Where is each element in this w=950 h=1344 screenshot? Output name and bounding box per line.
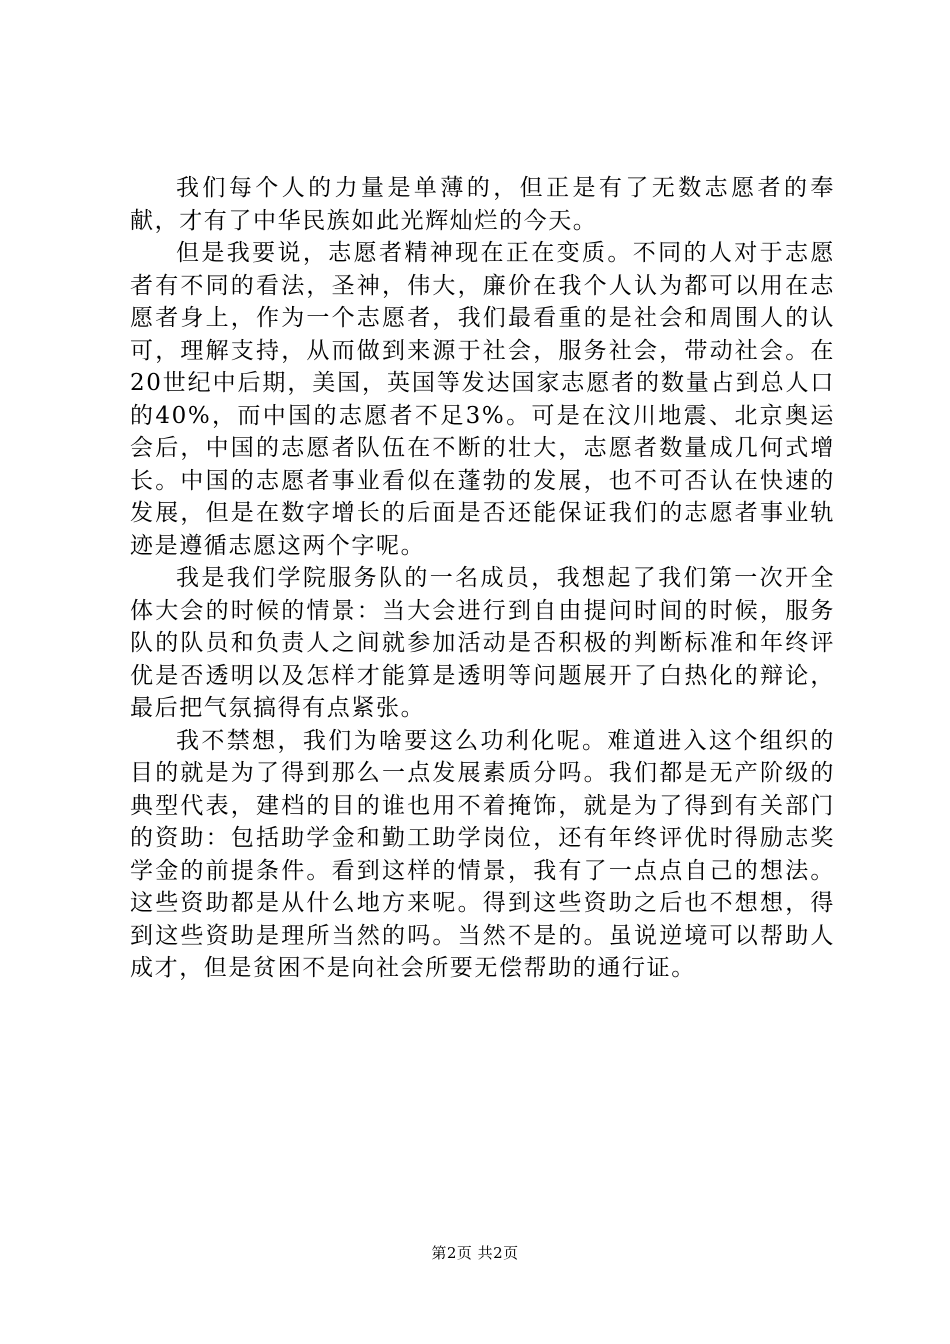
paragraph-3: 我是我们学院服务队的一名成员，我想起了我们第一次开全体大会的时候的情景：当大会进行到自由提问时间的时候，服务队的队员和负责人之间就参加活动是否积极的判断标准和年终评优是否透明以及怎样才能算是透明等问题展开了白热化的辩论，最后把气氛搞得有点紧张。 (130, 565, 835, 721)
page-footer: 第2页 共2页 (431, 1244, 519, 1262)
paragraph-1: 我们每个人的力量是单薄的，但正是有了无数志愿者的奉献，才有了中华民族如此光辉灿烂的今天。 (130, 175, 835, 234)
document-body (130, 172, 835, 985)
paragraph-2: 但是我要说，志愿者精神现在正在变质。不同的人对于志愿者有不同的看法，圣神，伟大，廉价在我个人认为都可以用在志愿者身上，作为一个志愿者，我们最看重的是社会和周围人的认可，理解支持，从而做到来源于社会，服务社会，带动社会。在20世纪中后期，美国，英国等发达国家志愿者的数量占到总人口的40%，而中国的志愿者不足3%。可是在汶川地震、北京奥运会后，中国的志愿者队伍在不断的壮大，志愿者数量成几何式增长。中国的志愿者事业看似在蓬勃的发展，也不可否认在快速的发展，但是在数字增长的后面是否还能保证我们的志愿者事业轨迹是遵循志愿这两个字呢。 (130, 240, 835, 559)
paragraph-4: 我不禁想，我们为啥要这么功利化呢。难道进入这个组织的目的就是为了得到那么一点发展素质分吗。我们都是无产阶级的典型代表，建档的目的谁也用不着掩饰，就是为了得到有关部门的资助：包括助学金和勤工助学岗位，还有年终评优时得励志奖学金的前提条件。看到这样的情景，我有了一点点自己的想法。这些资助都是从什么地方来呢。得到这些资助之后也不想想，得到这些资助是理所当然的吗。当然不是的。虽说逆境可以帮助人成才，但是贫困不是向社会所要无偿帮助的通行证。 (130, 727, 835, 981)
